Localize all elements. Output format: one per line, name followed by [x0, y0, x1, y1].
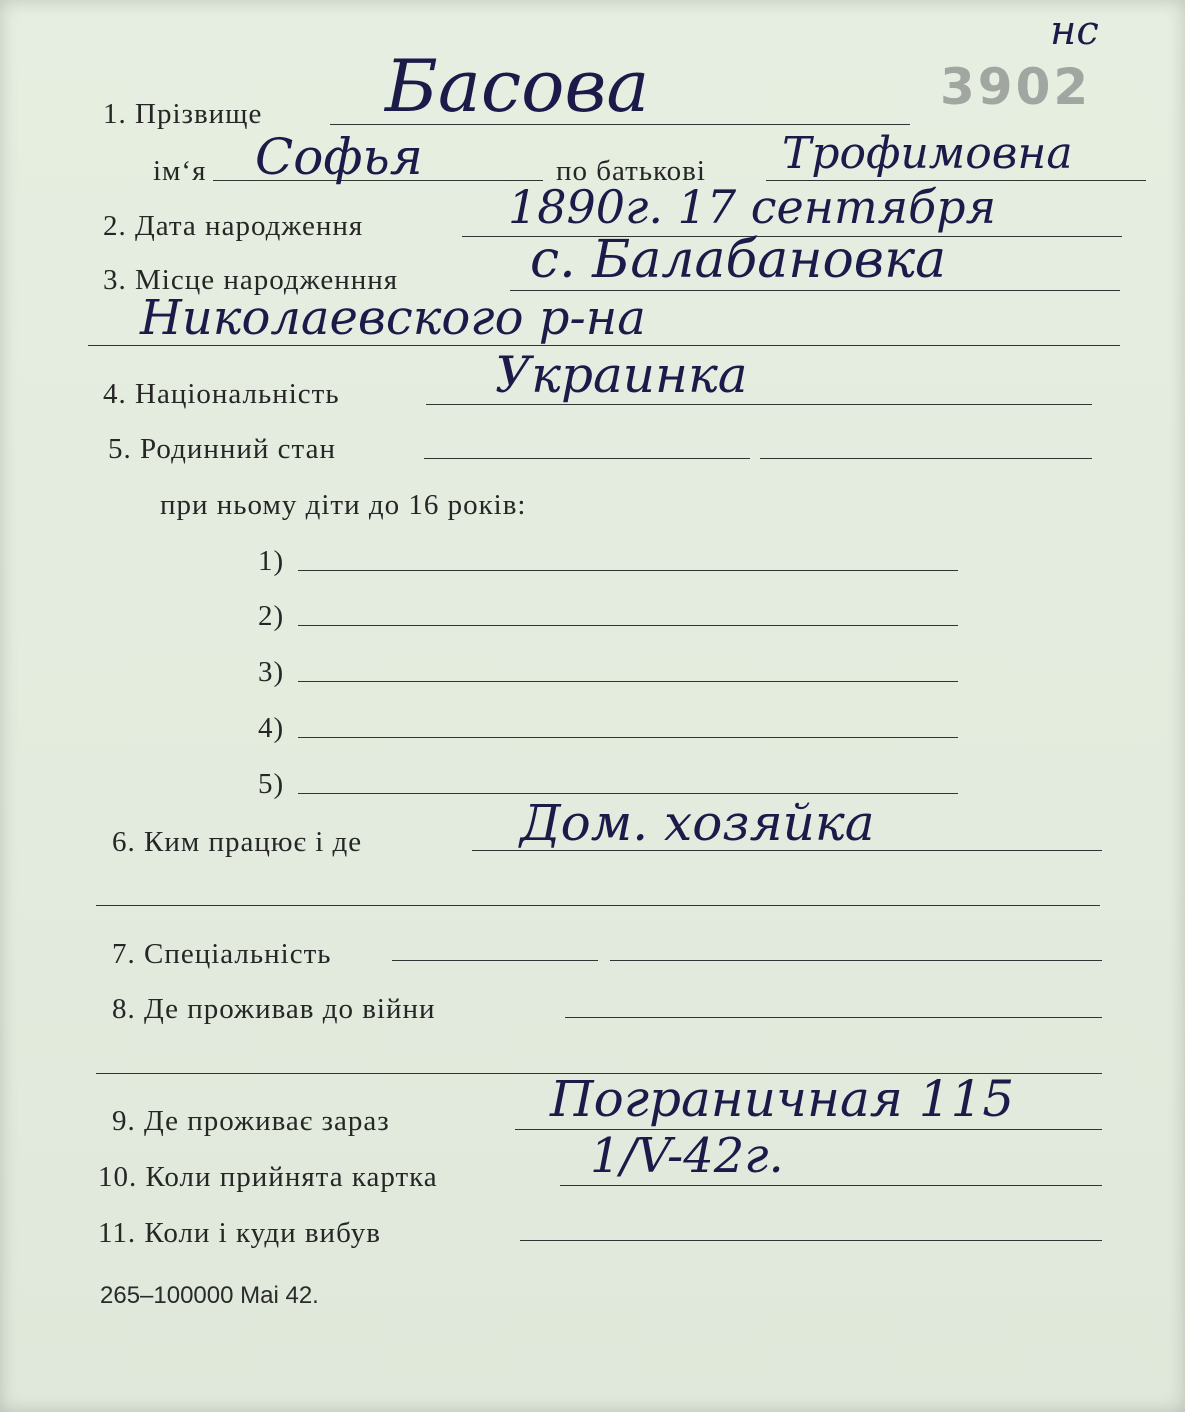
- child-number: 4): [258, 712, 285, 744]
- child-line: [298, 570, 958, 571]
- card-accepted-label: 10. Коли прийнята картка: [98, 1161, 438, 1193]
- child-line: [298, 625, 958, 626]
- card-accepted-value: 1/V-42г.: [590, 1128, 784, 1184]
- surname-label: 1. Прізвище: [103, 98, 263, 130]
- specialty-line-a: [392, 960, 598, 961]
- patronymic-label: по батькові: [556, 155, 706, 187]
- departed-label: 11. Коли і куди вибув: [98, 1217, 381, 1249]
- current-residence-value: Пограничная 115: [550, 1070, 1015, 1128]
- nationality-label: 4. Національність: [103, 378, 340, 410]
- family-status-line-a: [424, 458, 750, 459]
- birthplace-label: 3. Місце народженння: [103, 264, 399, 296]
- child-line: [298, 737, 958, 738]
- specialty-label: 7. Спеціальність: [112, 938, 332, 970]
- work-value: Дом. хозяйка: [520, 794, 875, 852]
- print-code: 265–100000 Mai 42.: [100, 1282, 319, 1309]
- birthplace-value-1: с. Балабановка: [530, 230, 947, 290]
- child-line: [298, 681, 958, 682]
- child-number: 5): [258, 768, 285, 800]
- name-value: Софья: [255, 128, 423, 186]
- birthplace-value-2: Николаевского р-на: [140, 290, 646, 346]
- name-label: ім‘я: [153, 155, 207, 187]
- nationality-value: Украинка: [495, 346, 748, 404]
- nationality-line: [426, 404, 1092, 405]
- family-status-label: 5. Родинний стан: [108, 433, 336, 465]
- birthdate-value: 1890г. 17 сентября: [508, 180, 997, 234]
- patronymic-value: Трофимовна: [782, 128, 1073, 179]
- corner-mark: нс: [1050, 8, 1099, 54]
- family-status-line-b: [760, 458, 1092, 459]
- card-number-stamp: 3902: [940, 58, 1092, 116]
- surname-value: Басова: [385, 44, 650, 128]
- children-label: при ньому діти до 16 років:: [160, 489, 527, 521]
- birthdate-label: 2. Дата народження: [103, 210, 364, 242]
- specialty-line-b: [610, 960, 1102, 961]
- current-residence-label: 9. Де проживає зараз: [112, 1105, 390, 1137]
- work-label: 6. Ким працює і де: [112, 826, 363, 858]
- child-number: 1): [258, 545, 285, 577]
- work-line-2: [96, 905, 1100, 906]
- prewar-residence-label: 8. Де проживав до війни: [112, 993, 436, 1025]
- card-accepted-line: [560, 1185, 1102, 1186]
- child-number: 2): [258, 600, 285, 632]
- prewar-residence-line-1: [565, 1017, 1102, 1018]
- child-number: 3): [258, 656, 285, 688]
- departed-line: [520, 1240, 1102, 1241]
